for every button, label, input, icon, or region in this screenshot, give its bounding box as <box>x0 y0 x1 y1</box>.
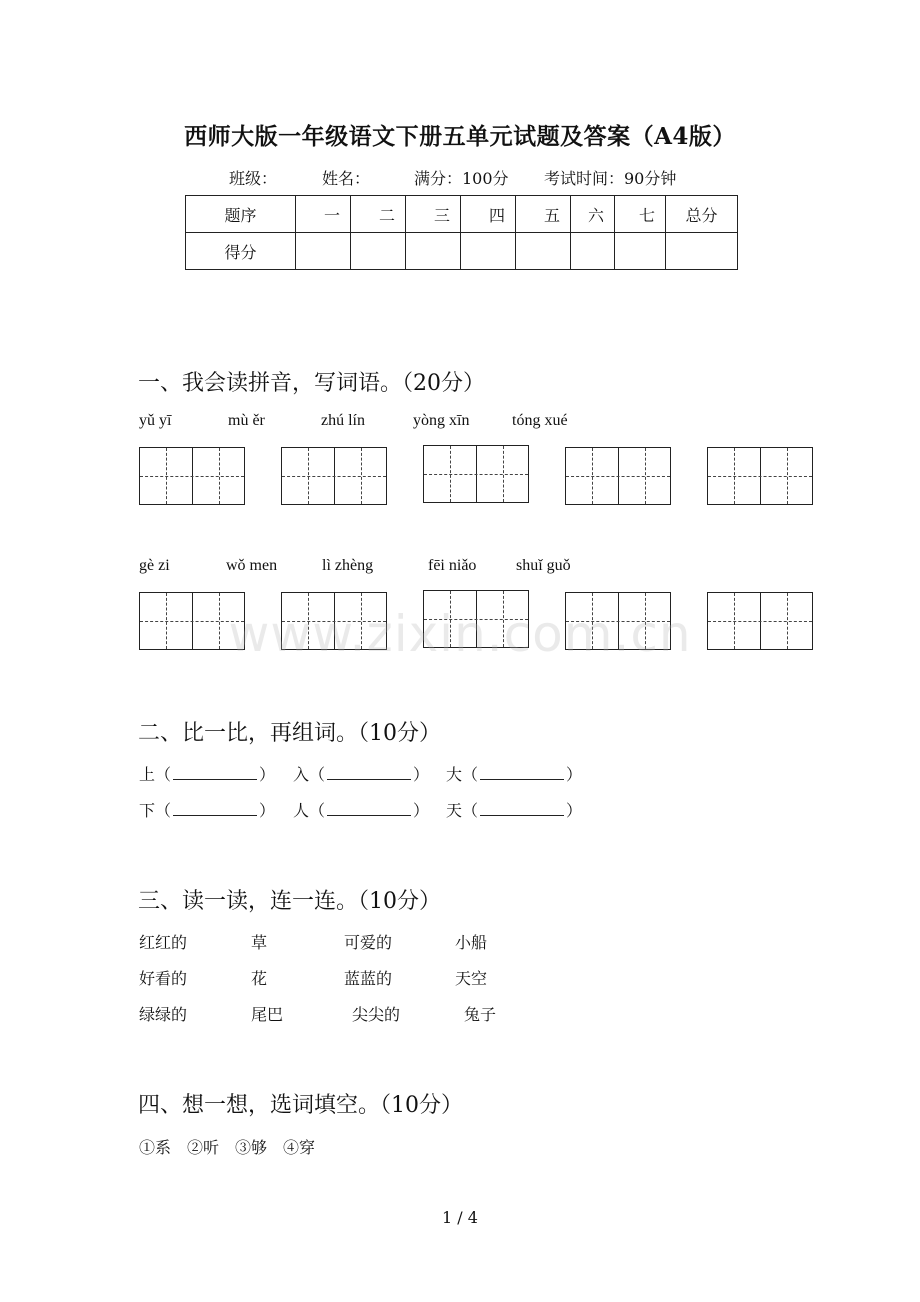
match-item[interactable]: 可爱的 <box>344 933 393 952</box>
writing-grid[interactable] <box>139 447 245 505</box>
pinyin: fēi niǎo <box>428 557 477 574</box>
pinyin: wǒ men <box>226 557 278 574</box>
match-item[interactable]: 兔子 <box>464 1005 497 1024</box>
name-label: 姓名： <box>322 169 371 188</box>
full-score: 满分：100分 <box>414 169 509 188</box>
page-number: 1 / 4 <box>442 1208 478 1227</box>
answer-blank[interactable] <box>173 767 257 780</box>
answer-blank[interactable] <box>327 803 411 816</box>
answer-blank[interactable] <box>173 803 257 816</box>
char-open: 大（ <box>446 765 479 784</box>
score-input-cell[interactable] <box>296 233 351 270</box>
table-cell: 得分 <box>186 233 296 270</box>
writing-grid[interactable] <box>423 445 529 503</box>
pinyin: mù ěr <box>228 412 265 429</box>
pinyin: lì zhèng <box>322 557 374 574</box>
score-input-cell[interactable] <box>406 233 461 270</box>
pinyin: gè zi <box>139 557 170 574</box>
match-item[interactable]: 红红的 <box>139 933 188 952</box>
table-cell: 五 <box>516 196 571 233</box>
match-item[interactable]: 尖尖的 <box>352 1005 401 1024</box>
table-cell: 六 <box>571 196 615 233</box>
page-title: 西师大版一年级语文下册五单元试题及答案（A4版） <box>184 123 736 150</box>
pinyin: yòng xīn <box>413 412 470 429</box>
writing-grid[interactable] <box>565 447 671 505</box>
pinyin: tóng xué <box>512 412 568 429</box>
score-table-score-row <box>186 233 738 270</box>
pinyin: shuǐ guǒ <box>516 557 571 574</box>
exam-time: 考试时间：90分钟 <box>544 169 677 188</box>
score-input-cell[interactable] <box>571 233 615 270</box>
word-options: ①系 ②听 ③够 ④穿 <box>139 1138 316 1157</box>
table-cell: 二 <box>351 196 406 233</box>
section-title: 一、我会读拼音，写词语。（20分） <box>138 371 485 396</box>
table-cell: 题序 <box>186 196 296 233</box>
match-item[interactable]: 小船 <box>455 933 488 952</box>
char-open: 天（ <box>446 801 479 820</box>
char-close: ） <box>566 765 583 784</box>
section-title: 四、想一想，选词填空。（10分） <box>138 1093 463 1118</box>
match-item[interactable]: 草 <box>251 933 268 952</box>
match-item[interactable]: 蓝蓝的 <box>344 969 393 988</box>
match-item[interactable]: 好看的 <box>139 969 188 988</box>
char-open: 下（ <box>139 801 172 820</box>
answer-blank[interactable] <box>480 803 564 816</box>
match-item[interactable]: 绿绿的 <box>139 1005 188 1024</box>
writing-grid[interactable] <box>281 447 387 505</box>
writing-grid[interactable] <box>707 447 813 505</box>
table-cell: 总分 <box>666 196 738 233</box>
match-item[interactable]: 花 <box>251 969 268 988</box>
char-open: 人（ <box>293 801 326 820</box>
section-title: 三、读一读，连一连。（10分） <box>138 889 441 914</box>
char-close: ） <box>413 801 430 820</box>
class-label: 班级： <box>229 169 278 188</box>
char-close: ） <box>413 765 430 784</box>
table-cell: 七 <box>615 196 666 233</box>
char-close: ） <box>259 765 276 784</box>
answer-blank[interactable] <box>480 767 564 780</box>
score-input-cell[interactable] <box>461 233 516 270</box>
score-input-cell[interactable] <box>351 233 406 270</box>
score-input-cell[interactable] <box>516 233 571 270</box>
char-close: ） <box>566 801 583 820</box>
section-title: 二、比一比，再组词。（10分） <box>138 721 441 746</box>
char-close: ） <box>259 801 276 820</box>
score-table <box>185 195 738 270</box>
score-table-header-row <box>186 196 738 233</box>
score-input-cell[interactable] <box>666 233 738 270</box>
pinyin: zhú lín <box>321 412 365 429</box>
answer-blank[interactable] <box>327 767 411 780</box>
char-open: 上（ <box>139 765 172 784</box>
pinyin: yǔ yī <box>139 412 172 429</box>
table-cell: 三 <box>406 196 461 233</box>
score-input-cell[interactable] <box>615 233 666 270</box>
match-item[interactable]: 尾巴 <box>251 1005 284 1024</box>
watermark: www.zixin.com.cn <box>228 605 692 663</box>
table-cell: 四 <box>461 196 516 233</box>
table-cell: 一 <box>296 196 351 233</box>
char-open: 入（ <box>293 765 326 784</box>
match-item[interactable]: 天空 <box>455 969 488 988</box>
